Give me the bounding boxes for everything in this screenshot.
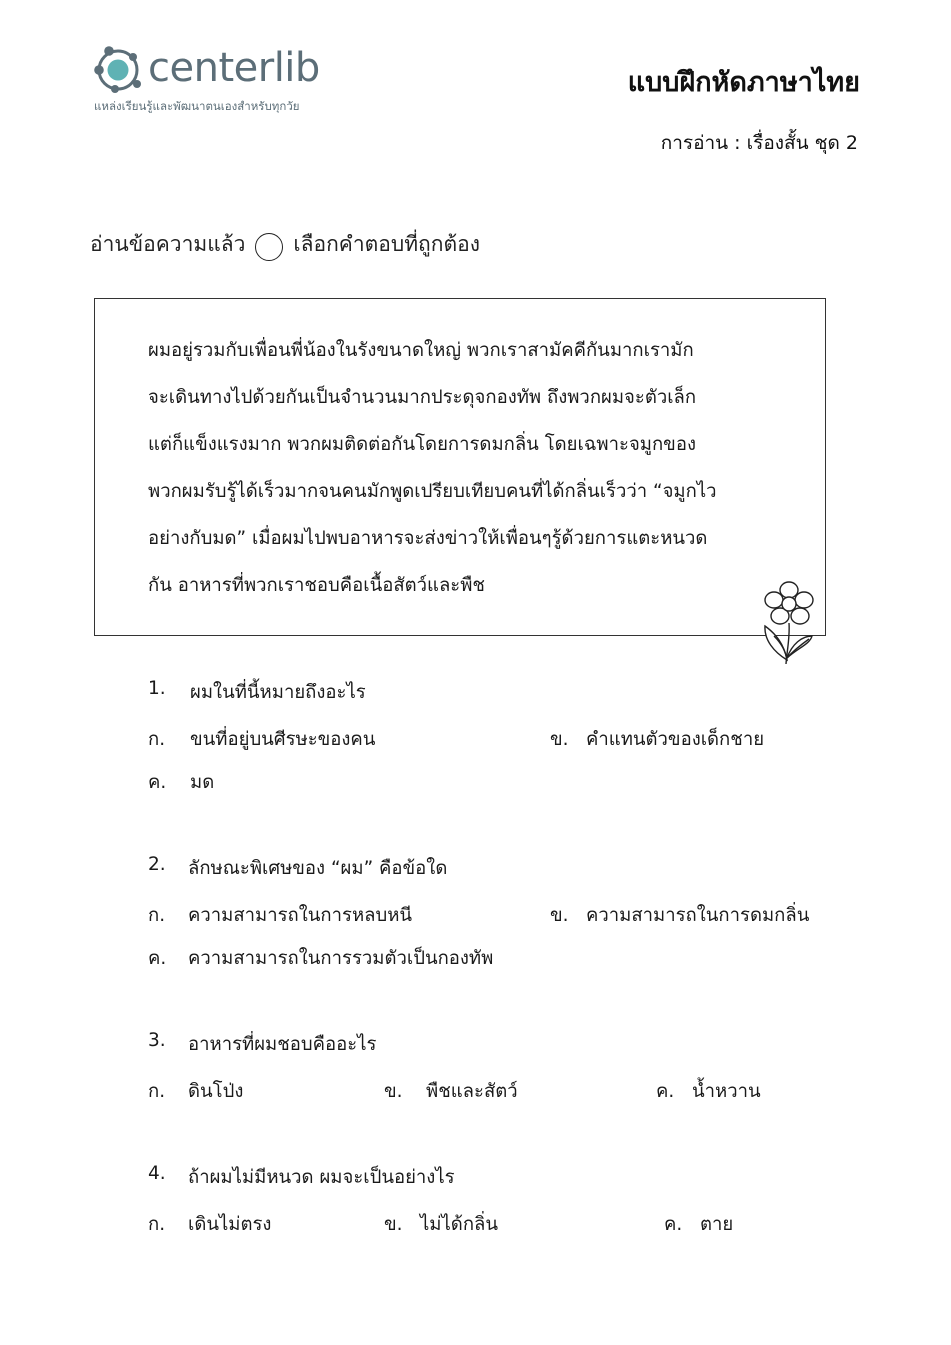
option-label: ค. — [148, 772, 167, 793]
option-text: เดินไม่ตรง — [188, 1214, 272, 1235]
option-text: ขนที่อยู่บนศีรษะของคน — [190, 729, 376, 750]
option-text: มด — [190, 772, 215, 793]
passage-line: จะเดินทางไปด้วยกันเป็นจำนวนมากประดุจกองทัพ ถึงพวกผมจะตัวเล็ก — [148, 387, 697, 408]
option-label: ค. — [148, 948, 167, 969]
question-3-number: 3. — [148, 1030, 166, 1051]
option-text: น้ำหวาน — [692, 1081, 761, 1102]
logo-mark-icon — [92, 40, 148, 96]
option-label: ข. — [550, 905, 569, 926]
option-label: ข. — [384, 1214, 403, 1235]
question-2-number: 2. — [148, 854, 166, 875]
passage-line: กัน อาหารที่พวกเราชอบคือเนื้อสัตว์และพืช — [148, 575, 485, 596]
logo-wordmark: centerlib — [148, 45, 320, 91]
instruction-text-before: อ่านข้อความแล้ว — [90, 232, 246, 256]
worksheet-subtitle: การอ่าน : เรื่องสั้น ชุด 2 — [660, 132, 858, 154]
option-text: พืชและสัตว์ — [426, 1081, 518, 1102]
option-label: ข. — [550, 729, 569, 750]
passage-line: อย่างกับมด” เมื่อผมไปพบอาหารจะส่งข่าวให้เพื่อนๆรู้ด้วยการแตะหนวด — [148, 528, 708, 549]
option-text: คำแทนตัวของเด็กชาย — [586, 729, 765, 750]
option-label: ค. — [656, 1081, 675, 1102]
passage-line: แต่ก็แข็งแรงมาก พวกผมติดต่อกันโดยการดมกลิ่น โดยเฉพาะจมูกของ — [148, 434, 696, 455]
passage-line: ผมอยู่รวมกับเพื่อนพี่น้องในรังขนาดใหญ่ พวกเราสามัคคีกันมากเรามัก — [148, 340, 694, 361]
worksheet-title: แบบฝึกหัดภาษาไทย — [627, 67, 860, 98]
question-1-text: ผมในที่นี้หมายถึงอะไร — [190, 682, 366, 703]
option-text: ตาย — [700, 1214, 734, 1235]
passage-line: พวกผมรับรู้ได้เร็วมากจนคนมักพูดเปรียบเทียบคนที่ได้กลิ่นเร็วว่า “จมูกไว — [148, 481, 717, 502]
option-label: ก. — [148, 729, 166, 750]
flower-icon — [752, 578, 822, 666]
option-label: ก. — [148, 1214, 166, 1235]
option-label: ก. — [148, 1081, 166, 1102]
option-text: ความสามารถในการหลบหนี — [188, 905, 413, 926]
option-label: ก. — [148, 905, 166, 926]
option-text: ไม่ได้กลิ่น — [420, 1214, 499, 1235]
answer-circle-icon — [255, 233, 283, 261]
passage-box — [94, 298, 826, 636]
question-1-number: 1. — [148, 678, 166, 699]
centerlib-logo — [92, 40, 352, 120]
logo-tagline: แหล่งเรียนรู้และพัฒนาตนเองสำหรับทุกวัย — [94, 99, 300, 113]
question-4-number: 4. — [148, 1163, 166, 1184]
question-3-text: อาหารที่ผมชอบคืออะไร — [188, 1034, 377, 1055]
question-4-text: ถ้าผมไม่มีหนวด ผมจะเป็นอย่างไร — [188, 1167, 455, 1188]
option-text: ดินโป่ง — [188, 1081, 244, 1102]
instruction-text-after: เลือกคำตอบที่ถูกต้อง — [293, 232, 480, 256]
option-label: ข. — [384, 1081, 403, 1102]
option-text: ความสามารถในการรวมตัวเป็นกองทัพ — [188, 948, 494, 969]
instruction — [90, 228, 480, 261]
option-label: ค. — [664, 1214, 683, 1235]
option-text: ความสามารถในการดมกลิ่น — [586, 905, 810, 926]
question-2-text: ลักษณะพิเศษของ “ผม” คือข้อใด — [188, 858, 448, 879]
